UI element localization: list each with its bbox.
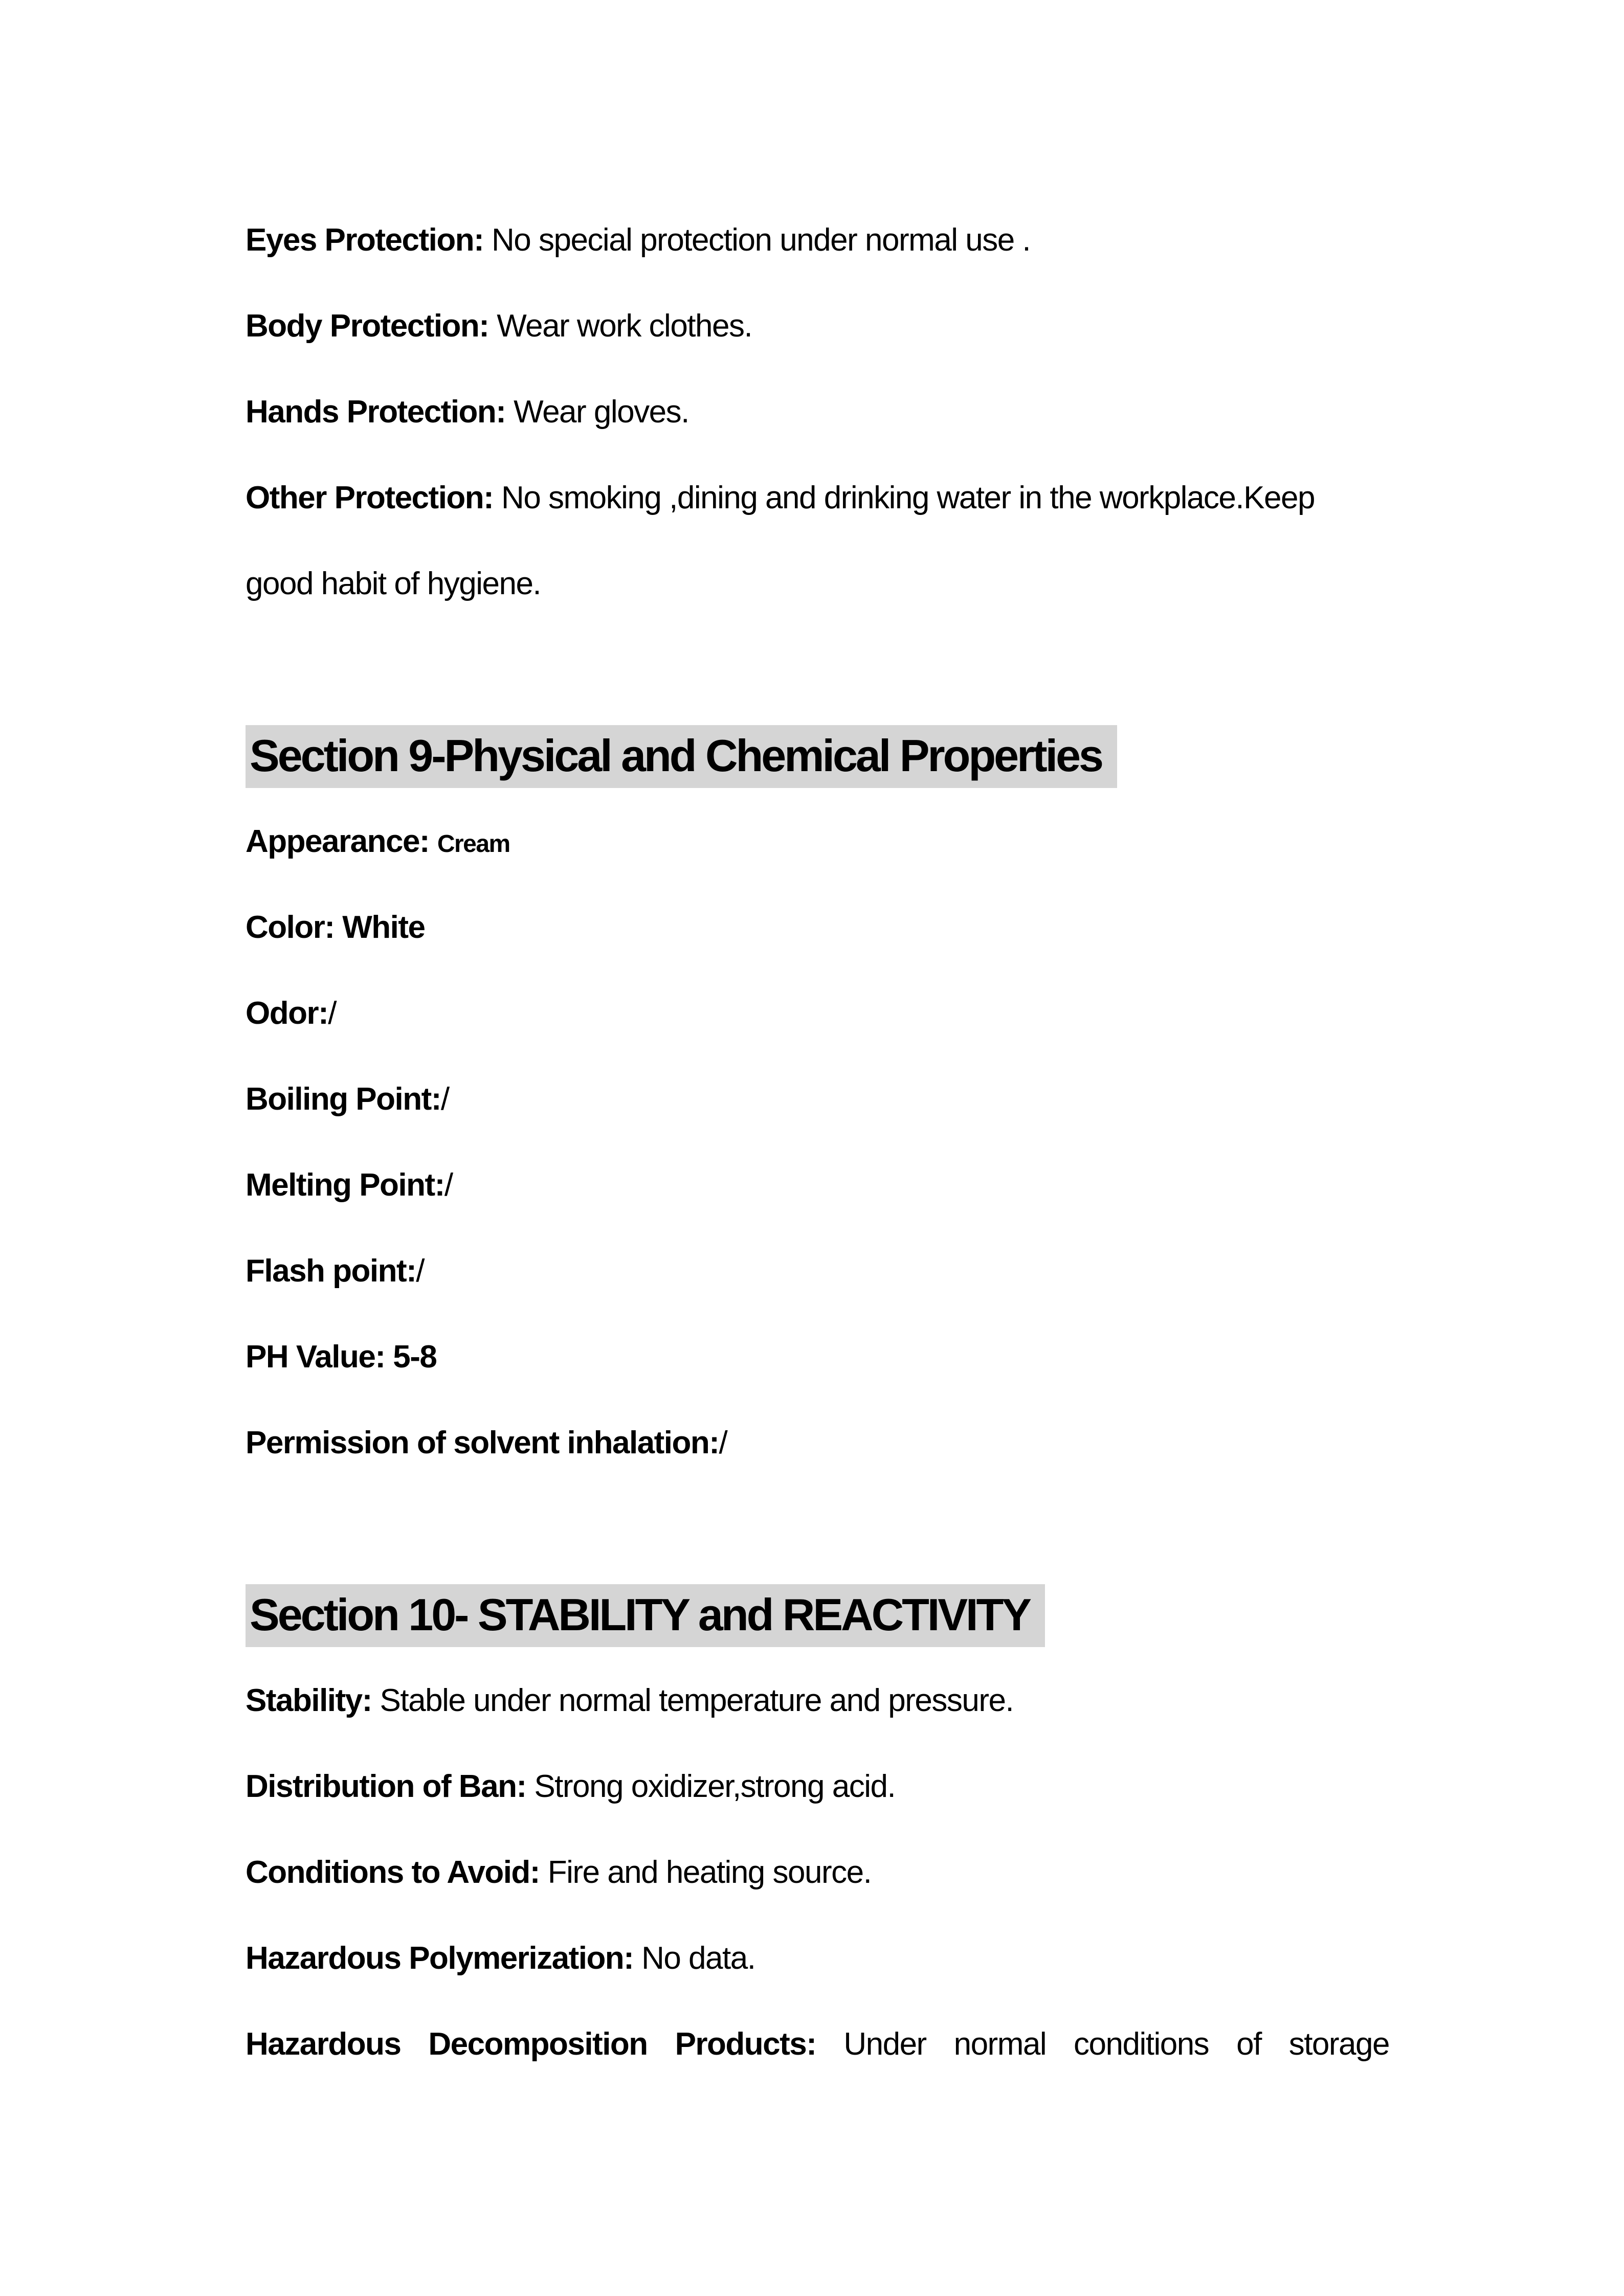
field-label: Color: xyxy=(246,910,335,945)
field-row-hazardous-polymerization xyxy=(246,1916,1389,2001)
field-label: Appearance: xyxy=(246,824,430,859)
field-value: No special protection under normal use . xyxy=(491,222,1031,258)
field-label: Hazardous Polymerization: xyxy=(246,1941,634,1976)
section9-heading: Section 9-Physical and Chemical Properties xyxy=(246,725,1117,788)
section10-heading-row xyxy=(246,1572,1389,1658)
field-row-color xyxy=(246,885,1389,971)
section10-heading: Section 10- STABILITY and REACTIVITY xyxy=(246,1584,1045,1647)
document-body xyxy=(246,197,1389,2087)
field-row-body-protection xyxy=(246,283,1389,369)
blank-line xyxy=(246,1486,1389,1572)
field-label: Hazardous Decomposition Products: xyxy=(246,2027,816,2062)
field-value: / xyxy=(719,1425,727,1460)
field-label: Melting Point: xyxy=(246,1167,444,1203)
field-label: Odor: xyxy=(246,996,328,1031)
field-row-other-protection xyxy=(246,455,1389,541)
field-value: Stable under normal temperature and pressure. xyxy=(380,1683,1014,1718)
field-value-continuation: good habit of hygiene. xyxy=(246,566,541,601)
field-row-melting-point xyxy=(246,1142,1389,1228)
field-row-stability xyxy=(246,1658,1389,1744)
field-value: / xyxy=(440,1082,449,1117)
field-row-flash-point xyxy=(246,1228,1389,1314)
field-value: / xyxy=(444,1167,453,1203)
field-value: Under normal conditions of storage xyxy=(843,2027,1389,2062)
blank-line xyxy=(246,627,1389,713)
field-row-distribution-of-ban xyxy=(246,1744,1389,1830)
field-label: Flash point: xyxy=(246,1253,416,1289)
field-label: Boiling Point: xyxy=(246,1082,441,1117)
field-row-conditions-to-avoid xyxy=(246,1830,1389,1916)
field-value: 5-8 xyxy=(393,1339,437,1375)
field-value: No smoking ,dining and drinking water in the workplace.Keep xyxy=(501,480,1315,515)
field-label: PH Value: xyxy=(246,1339,385,1375)
field-row-boiling-point xyxy=(246,1056,1389,1142)
field-label: Other Protection: xyxy=(246,480,494,515)
section9-heading-row xyxy=(246,713,1389,799)
field-value: No data. xyxy=(641,1941,755,1976)
field-row-solvent-inhalation xyxy=(246,1400,1389,1486)
field-label: Stability: xyxy=(246,1683,372,1718)
field-value: Cream xyxy=(437,830,510,858)
field-label: Hands Protection: xyxy=(246,394,506,430)
field-row-ph-value xyxy=(246,1314,1389,1400)
field-label: Distribution of Ban: xyxy=(246,1769,526,1804)
field-value: Wear gloves. xyxy=(514,394,689,430)
field-row-hands-protection xyxy=(246,369,1389,455)
field-row-eyes-protection xyxy=(246,197,1389,283)
field-value: Strong oxidizer,strong acid. xyxy=(534,1769,896,1804)
field-row-appearance xyxy=(246,799,1389,885)
field-row-other-protection-continuation xyxy=(246,541,1389,627)
field-value: White xyxy=(342,910,425,945)
field-value: / xyxy=(416,1253,425,1289)
field-value: Fire and heating source. xyxy=(547,1855,872,1890)
field-row-hazardous-decomposition xyxy=(246,2001,1389,2087)
field-label: Conditions to Avoid: xyxy=(246,1855,540,1890)
field-label: Eyes Protection: xyxy=(246,222,484,258)
field-label: Body Protection: xyxy=(246,308,489,344)
field-value: / xyxy=(328,996,336,1031)
field-row-odor xyxy=(246,971,1389,1056)
field-value: Wear work clothes. xyxy=(497,308,752,344)
field-label: Permission of solvent inhalation: xyxy=(246,1425,719,1460)
